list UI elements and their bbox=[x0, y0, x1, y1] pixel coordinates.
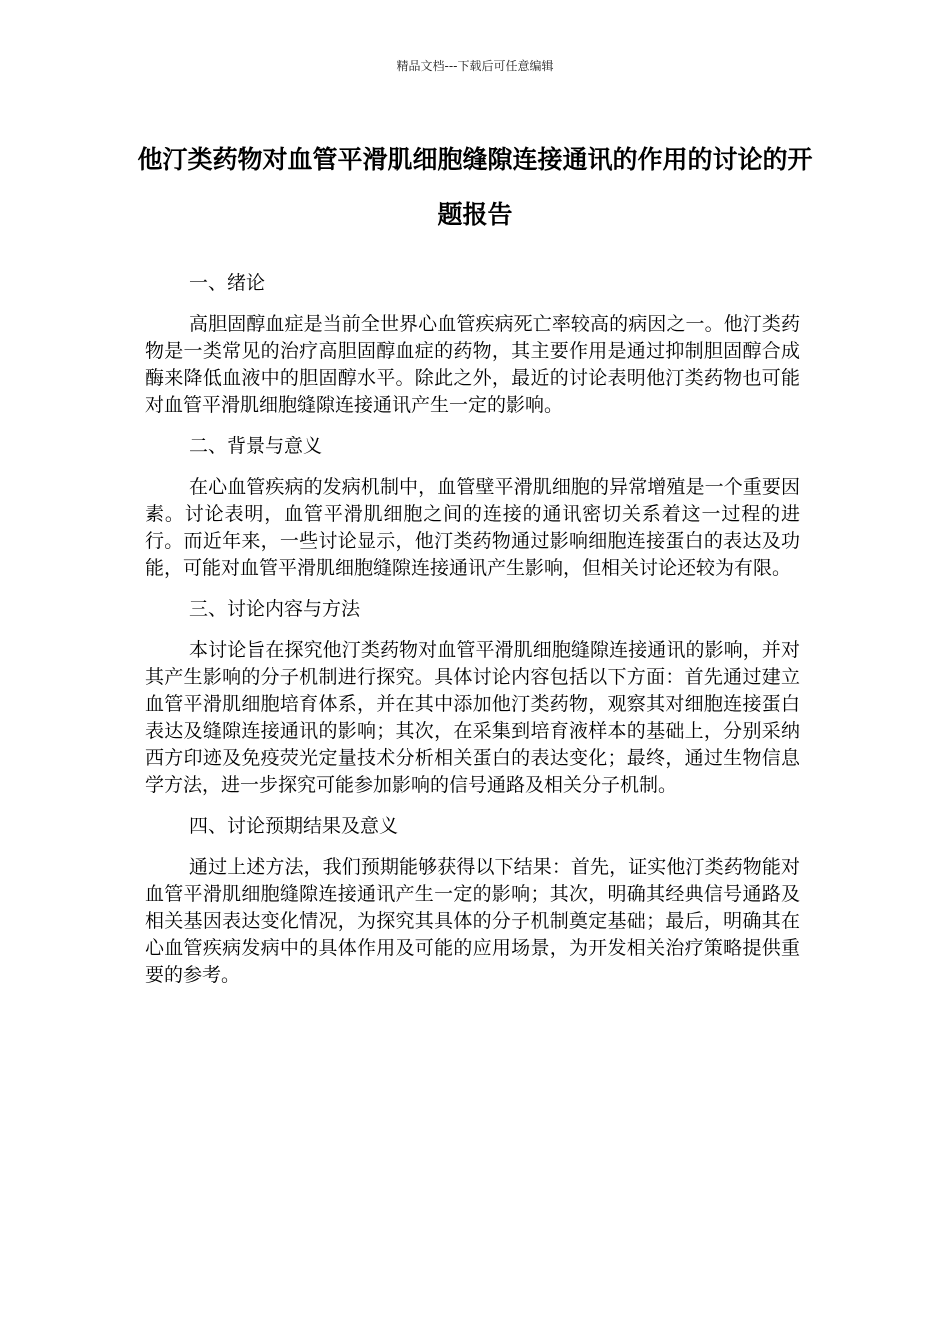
section-introduction bbox=[145, 270, 800, 419]
section-paragraph: 通过上述方法，我们预期能够获得以下结果：首先，证实他汀类药物能对血管平滑肌细胞缝隙连接通讯产生一定的影响；其次，明确其经典信号通路及相关基因表达变化情况，为探究其具体的分子机制奠定基础；最后，明确其在心血管疾病发病中的具体作用及可能的应用场景，为开发相关治疗策略提供重要的参考。 bbox=[145, 856, 800, 986]
section-methods bbox=[145, 596, 800, 799]
section-expected-results bbox=[145, 813, 800, 989]
section-paragraph: 高胆固醇血症是当前全世界心血管疾病死亡率较高的病因之一。他汀类药物是一类常见的治疗高胆固醇血症的药物，其主要作用是通过抑制胆固醇合成酶来降低血液中的胆固醇水平。除此之外，最近的讨论表明他汀类药物也可能对血管平滑肌细胞缝隙连接通讯产生一定的影响。 bbox=[145, 313, 800, 416]
section-background bbox=[145, 433, 800, 582]
document-body bbox=[145, 270, 800, 1003]
document-title: 他汀类药物对血管平滑肌细胞缝隙连接通讯的作用的讨论的开题报告 bbox=[137, 145, 813, 229]
page-header-note: 精品文档---下载后可任意编辑 bbox=[396, 59, 554, 73]
section-heading: 三、讨论内容与方法 bbox=[189, 598, 361, 620]
section-heading: 二、背景与意义 bbox=[189, 435, 323, 457]
section-heading: 一、绪论 bbox=[189, 272, 266, 294]
section-paragraph: 本讨论旨在探究他汀类药物对血管平滑肌细胞缝隙连接通讯的影响，并对其产生影响的分子机制进行探究。具体讨论内容包括以下方面：首先通过建立血管平滑肌细胞培育体系，并在其中添加他汀类药物，观察其对细胞连接蛋白表达及缝隙连接通讯的影响；其次，在采集到培育液样本的基础上，分别采纳西方印迹及免疫荧光定量技术分析相关蛋白的表达变化；最终，通过生物信息学方法，进一步探究可能参加影响的信号通路及相关分子机制。 bbox=[145, 639, 800, 796]
section-paragraph: 在心血管疾病的发病机制中，血管壁平滑肌细胞的异常增殖是一个重要因素。讨论表明，血管平滑肌细胞之间的连接的通讯密切关系着这一过程的进行。而近年来，一些讨论显示，他汀类药物通过影响细胞连接蛋白的表达及功能，可能对血管平滑肌细胞缝隙连接通讯产生影响，但相关讨论还较为有限。 bbox=[145, 476, 800, 579]
section-heading: 四、讨论预期结果及意义 bbox=[189, 815, 399, 837]
